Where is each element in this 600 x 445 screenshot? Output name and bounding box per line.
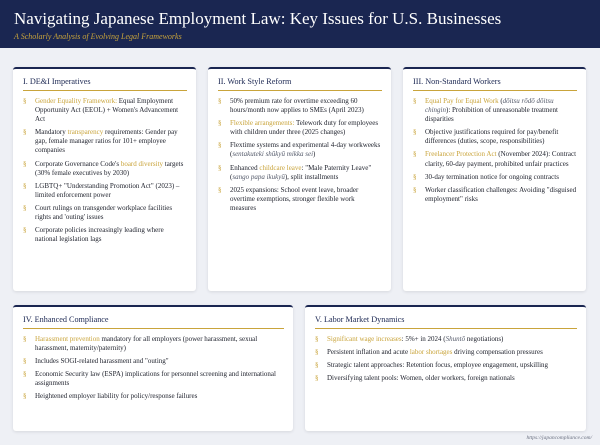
section-sign-icon: § (23, 392, 27, 401)
page-title: Navigating Japanese Employment Law: Key Issues for U.S. Businesses (14, 9, 502, 28)
list-item (413, 173, 577, 182)
list-item (218, 164, 382, 182)
item-text: negotiations) (465, 335, 504, 343)
card-labor-market-dynamics (305, 305, 586, 431)
japanese-term: Shuntō (445, 335, 466, 343)
bullet-list (218, 97, 382, 213)
item-text: Economic Security law (ESPA) implications for personnel screening and international assignments (35, 370, 276, 388)
page-header (0, 0, 600, 48)
list-item (23, 182, 187, 200)
highlight-term: Harassment prevention (35, 335, 100, 343)
list-item (315, 374, 577, 383)
highlight-term: Freelancer Protection Act (425, 150, 497, 159)
card-non-standard-workers (403, 67, 586, 291)
highlight-term: Gender Equality Framework: (35, 97, 118, 105)
list-item (23, 370, 284, 388)
list-item (23, 97, 187, 124)
section-sign-icon: § (23, 97, 27, 105)
item-text: requirements: Gender pay gap, female manager ratios for 101+ employee companies (35, 128, 178, 155)
section-sign-icon: § (413, 172, 417, 181)
item-text: Telework duty for employees with children under three (2025 changes) (230, 119, 379, 137)
list-item (218, 186, 382, 213)
footer-url: https://japancompliance.com/ (526, 435, 592, 441)
card-title: I. DE&I Imperatives (23, 77, 187, 91)
page-subtitle: A Scholarly Analysis of Evolving Legal Frameworks (14, 32, 182, 41)
item-text: Heightened employer liability for policy/response failures (35, 392, 198, 401)
section-sign-icon: § (218, 163, 222, 172)
section-sign-icon: § (218, 141, 222, 150)
bullet-list (315, 335, 577, 383)
list-item (23, 335, 284, 353)
card-title: III. Non-Standard Workers (413, 77, 577, 91)
item-text: : "Male Paternity Leave" ( (230, 163, 372, 181)
section-sign-icon: § (23, 226, 27, 235)
section-sign-icon: § (315, 348, 319, 357)
item-text: ( (498, 97, 503, 105)
list-item (23, 392, 284, 401)
card-title: IV. Enhanced Compliance (23, 315, 284, 329)
card-title: V. Labor Market Dynamics (315, 315, 577, 329)
item-text: driving compensation pressures (452, 348, 543, 357)
item-text: ) (313, 150, 316, 159)
item-text: : 5%+ in 2024 ( (401, 335, 446, 343)
list-item (413, 97, 577, 124)
section-sign-icon: § (315, 361, 319, 370)
item-text: Includes SOGI-related harassment and "outing" (35, 357, 169, 366)
item-text: 30-day termination notice for ongoing contracts (425, 172, 559, 181)
section-sign-icon: § (413, 185, 417, 194)
highlight-term: transparency (67, 128, 104, 137)
item-text: Persistent inflation and acute (327, 348, 410, 357)
highlight-term: labor shortages (409, 348, 453, 357)
list-item (413, 186, 577, 204)
list-item (23, 128, 187, 155)
section-sign-icon: § (23, 357, 27, 366)
card-enhanced-compliance (13, 305, 293, 431)
japanese-term: sango papa ikukyū (232, 172, 285, 181)
section-sign-icon: § (413, 150, 417, 159)
bullet-list (23, 335, 284, 402)
section-sign-icon: § (23, 370, 27, 379)
highlight-term: childcare leave (259, 163, 302, 172)
japanese-term: sentakuteki shūkyū mikka sei (232, 150, 314, 159)
section-sign-icon: § (23, 159, 27, 168)
item-text: Objective justifications required for pay/benefit differences (duties, scope, responsibilities) (425, 128, 559, 146)
highlight-term: Equal Pay for Equal Work (425, 97, 499, 105)
item-text: targets (30% female executives by 2030) (35, 159, 184, 177)
list-item (218, 141, 382, 159)
section-sign-icon: § (413, 97, 417, 105)
item-text: Diversifying talent pools: Women, older workers, foreign nationals (327, 374, 515, 383)
item-text: Enhanced (230, 163, 260, 172)
card-work-style-reform (208, 67, 391, 291)
item-text: (November 2024): Contract clarity, 60-day payment, prohibited unfair practices (425, 150, 577, 168)
section-sign-icon: § (218, 97, 222, 105)
section-sign-icon: § (23, 203, 27, 212)
list-item (218, 97, 382, 115)
section-sign-icon: § (218, 119, 222, 128)
item-text: mandatory for all employers (power harassment, sexual harassment, maternity/paternity) (35, 335, 258, 353)
item-text: Mandatory (35, 128, 68, 137)
highlight-term: Significant wage increases (327, 335, 402, 343)
item-text: LGBTQ+ "Understanding Promotion Act" (2023) – limited enforcement power (35, 181, 180, 199)
list-item (315, 335, 577, 344)
list-item (315, 348, 577, 357)
item-text: 2025 expansions: School event leave, broader overtime exemptions, stronger flexible work measures (230, 185, 359, 212)
card-title: II. Work Style Reform (218, 77, 382, 91)
section-sign-icon: § (23, 128, 27, 137)
item-text: 50% premium rate for overtime exceeding 60 hours/month now applies to SMEs (April 2023) (230, 97, 364, 115)
item-text: Worker classification challenges: Avoiding "disguised employment" risks (425, 185, 577, 203)
list-item (413, 128, 577, 146)
item-text: ): Prohibition of unreasonable treatment disparities (425, 106, 558, 124)
item-text: ), split installments (284, 172, 339, 181)
section-sign-icon: § (315, 374, 319, 383)
list-item (413, 150, 577, 168)
list-item (218, 119, 382, 137)
item-text: Corporate Governance Code's (35, 159, 121, 168)
japanese-term: dōitsu rōdō dōitsu chingin (425, 97, 554, 115)
highlight-term: board diversity (120, 159, 164, 168)
section-sign-icon: § (218, 185, 222, 194)
item-text: Strategic talent approaches: Retention focus, employee engagement, upskilling (327, 361, 549, 370)
card-dei-imperatives (13, 67, 196, 291)
list-item (23, 226, 187, 244)
item-text: Flextime systems and experimental 4-day workweeks ( (230, 141, 381, 159)
list-item (23, 204, 187, 222)
item-text: Equal Employment Opportunity Act (EEOL) + Women's Advancement Act (35, 97, 179, 124)
section-sign-icon: § (413, 128, 417, 137)
bullet-list (23, 97, 187, 244)
section-sign-icon: § (315, 335, 319, 343)
list-item (23, 357, 284, 366)
list-item (315, 361, 577, 370)
section-sign-icon: § (23, 335, 27, 343)
item-text: Court rulings on transgender workplace facilities rights and 'outing' issues (35, 203, 173, 222)
list-item (23, 160, 187, 178)
bullet-list (413, 97, 577, 204)
item-text: Corporate policies increasingly leading where national legislation lags (35, 226, 164, 244)
highlight-term: Flexible arrangements: (230, 119, 295, 128)
section-sign-icon: § (23, 181, 27, 190)
